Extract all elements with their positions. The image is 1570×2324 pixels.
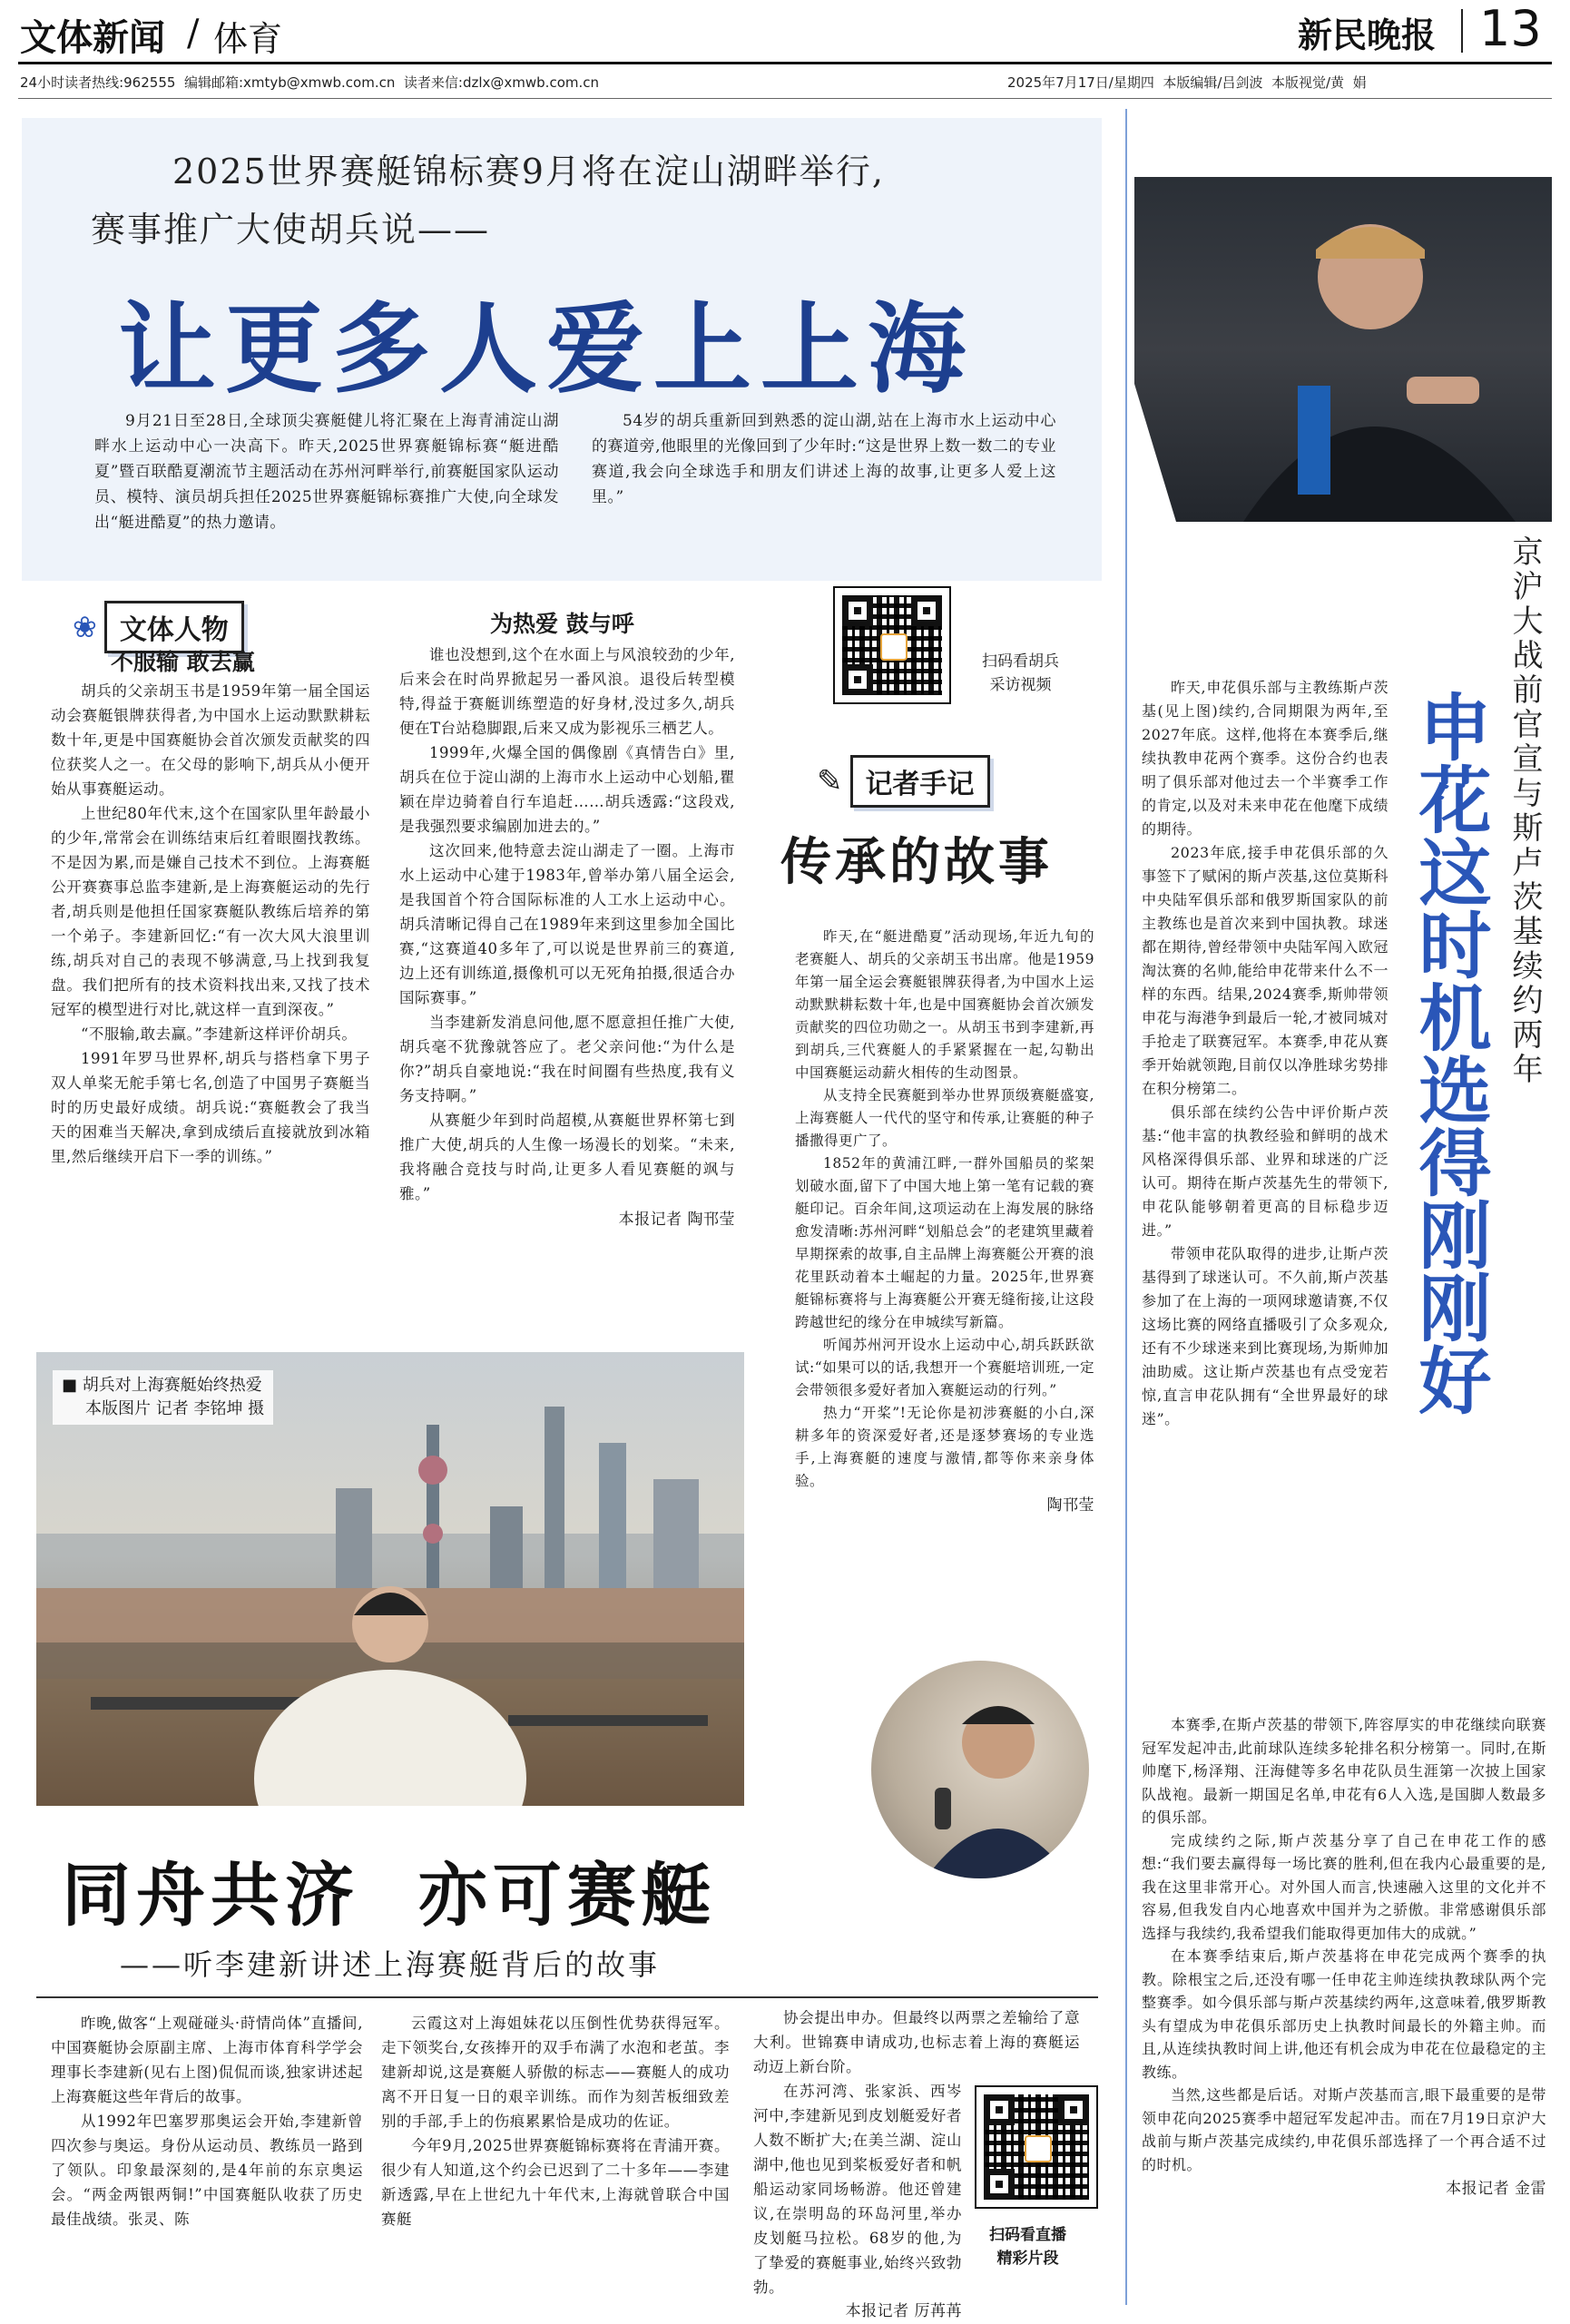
side-column-top [1142,676,1388,1431]
side-paragraph: 俱乐部在续约公告中评价斯卢茨基:“他丰富的执教经验和鲜明的战术风格深得俱乐部、业界和球迷的广泛认可。期待在斯卢茨基先生的带领下,申花队能够朝着更高的目标稳步迈进。” [1142,1103,1388,1239]
header-rule-thin [18,98,1552,99]
feature-paragraph: 昨晚,做客“上观碰碰头·莳情尚体”直播间,中国赛艇协会原副主席、上海市体育科学学会理事长李建新(见右上图)侃侃而谈,独家讲述起上海赛艇这些年背后的故事。 [51,2015,363,2105]
header-vrule [1461,9,1463,53]
section-title: 文体新闻 [20,17,165,59]
side-paragraph: 当然,这些都是后话。对斯卢茨基而言,眼下最重要的是带领申花向2025赛季中超冠军发起冲击。而在7月19日京沪大战前与斯卢茨基完成续约,申花俱乐部选择了一个再合适不过的时机。 [1142,2086,1546,2173]
side-paragraph: 2023年底,接手申花俱乐部的久事签下了赋闲的斯卢茨基,这位莫斯科中央陆军俱乐部和俄罗斯国家队的前主教练也是首次来到中国执教。球迷都在期待,曾经带领中央陆军闯入欧冠淘汰赛的名帅,能给申花带来什么不一样的东西。结果,2024赛季,斯帅带领申花与海港争到最后一轮,才被同城对手抢走了联赛冠军。本赛季,申花从赛季开始就领跑,目前仅以净胜球劣势排在积分榜第二。 [1142,844,1388,1097]
portrait-illustration [871,1661,1089,1878]
side-paragraph: 完成续约之际,斯卢茨基分享了自己在申花工作的感想:“我们要去赢得每一场比赛的胜利,但在我内心最重要的是,我在这里非常开心。对外国人而言,快速融入这里的文化并不容易,但我发自内心地喜欢中国并为之骄傲。非常感谢俱乐部选择与我续约,我希望我们能取得更加伟大的成就。” [1142,1831,1546,1942]
side-column-bottom [1142,1713,1546,2201]
profile-paragraph: 当李建新发消息问他,愿不愿意担任推广大使,胡兵毫不犹豫就答应了。老父亲问他:“为什么是你?”胡兵自豪地说:“我在时间圈有些热度,我有义务支持啊。” [399,1014,735,1104]
feature-paragraph: 从1992年巴塞罗那奥运会开始,李建新曾四次参与奥运。身份从运动员、教练员一路到了领队。印象最深刻的,是4年前的东京奥运会。“两金两银两铜!”中国赛艇队收获了历史最佳战绩。张灵、陈 [51,2113,363,2228]
qr-video-caption-line-1: 扫码看胡兵 [982,652,1059,671]
header-rule [18,62,1552,64]
notebook-paragraph: 1852年的黄浦江畔,一群外国船员的桨架划破水面,留下了中国大地上第一笔有记载的赛艇印记。百余年间,这项运动在上海发展的脉络愈发清晰:苏州河畔“划船总会”的老建筑里藏着早期探索的故事,自主品牌上海赛艇公开赛的浪花里跃动着本土崛起的力量。2025年,世界赛艇锦标赛将与上海赛艇公开赛无缝衔接,让这段跨越世纪的缘分在申城续写新篇。 [795,1155,1094,1330]
notebook-column [795,926,1094,1517]
notebook-paragraph: 热力“开桨”!无论你是初涉赛艇的小白,深耕多年的资深爱好者,还是逐梦赛场的专业选手,上海赛艇的速度与激情,都等你来亲身体验。 [795,1405,1094,1489]
qr-video-caption [982,650,1059,697]
slutsky-photo [1134,177,1552,522]
lead-paragraph: 54岁的胡兵重新回到熟悉的淀山湖,站在上海市水上运动中心的赛道旁,他眼里的光像回到了少年时:“这是世界上数一数二的专业赛道,我会向全球选手和朋友们讲述上海的故事,让更多人爱上这里。” [592,412,1056,506]
hubing-photo [36,1352,744,1806]
feature-byline: 本报记者 厉苒苒 [845,2302,962,2320]
side-byline: 本报记者 金雷 [1446,2180,1546,2198]
contact-line: 24小时读者热线:962555 编辑邮箱:xmtyb@xmwb.com.cn 读者来信:dzlx@xmwb.com.cn [20,74,599,91]
side-paragraph: 带领申花队取得的进步,让斯卢茨基得到了球迷认可。不久前,斯卢茨基参加了在上海的一项网球邀请赛,不仅这场比赛的网络直播吸引了众多观众,还有不少球迷来到比赛现场,为斯帅加油助威。这让斯卢茨基也有点受宠若惊,直言申花队拥有“全世界最好的球迷”。 [1142,1245,1388,1427]
profile-paragraph: 谁也没想到,这个在水面上与风浪较劲的少年,后来会在时尚界掀起另一番风浪。退役后转型模特,得益于赛艇训练塑造的好身材,没过多久,胡兵便在T台站稳脚跟,后来又成为影视乐三栖艺人。 [399,646,735,737]
paper-name: 新民晚报 [1298,15,1437,55]
notebook-headline: 传承的故事 [780,833,1053,892]
feature-paragraph: 云霞这对上海姐妹花以压倒性优势获得冠军。走下领奖台,女孩捧开的双手布满了水泡和老茧。李建新却说,这是赛艇人骄傲的标志——赛艇人的成功离不开日复一日的艰辛训练。而作为刻苦板细致差别的手部,手上的伤痕累累恰是成功的佐证。 [381,2015,730,2130]
notebook-paragraph: 听闻苏州河开设水上运动中心,胡兵跃跃欲试:“如果可以的话,我想开一个赛艇培训班,一定会带领很多爱好者加入赛艇运动的行列。” [795,1337,1094,1398]
qr-video-caption-line-2: 采访视频 [989,676,1052,694]
notebook-tag-label: 记者手记 [850,755,990,808]
profile-subhead-1: 不服输 敢去赢 [111,649,255,675]
photo-caption-line-2: 本版图片 记者 李铭坤 摄 [85,1399,265,1418]
date-line: 2025年7月17日/星期四 本版编辑/吕剑波 本版视觉/黄 娟 [1007,74,1367,91]
lead-paragraph: 9月21日至28日,全球顶尖赛艇健儿将汇聚在上海青浦淀山湖畔水上运动中心一决高下。昨天,2025世界赛艇锦标赛“艇进酷夏”暨百联酷夏潮流节主题活动在苏州河畔举行,前赛艇国家队运动员、模特、演员胡兵担任2025世界赛艇锦标赛推广大使,向全球发出“艇进酷夏”的热力邀请。 [94,412,559,532]
profile-column-2 [399,642,735,1232]
side-paragraph: 在本赛季结束后,斯卢茨基将在申花完成两个赛季的执教。除根宝之后,还没有哪一任申花主帅连续执教球队两个完整赛季。如今俱乐部与斯卢茨基续约两年,这意味着,俄罗斯教头有望成为申花俱乐部历史上执教时间最长的外籍主帅。而且,从连续执教时间上讲,他还有机会成为申花在位最稳定的主教练。 [1142,1947,1546,2081]
feature-paragraph: 协会提出申办。但最终以两票之差输给了意大利。世锦赛申请成功,也标志着上海的赛艇运动迈上新台阶。 [753,2009,1080,2075]
lijianxin-photo [871,1661,1089,1878]
photo-caption-text: 胡兵对上海赛艇始终热爱 [82,1376,262,1395]
profile-paragraph: 从赛艇少年到时尚超模,从赛艇世界杯第七到推广大使,胡兵的人生像一场漫长的划桨。“未来,我将融合竞技与时尚,让更多人看见赛艇的飒与雅。” [399,1112,735,1202]
photo-caption-box [53,1370,273,1425]
notebook-tag [817,755,990,808]
flower-icon: ❀ [73,610,97,644]
kicker-line-2: 赛事推广大使胡兵说—— [91,210,491,250]
feature-column-2 [381,2011,730,2231]
qr-livestream-caption [989,2223,1066,2270]
profile-paragraph: 1999年,火爆全国的偶像剧《真情告白》里,胡兵在位于淀山湖的上海市水上运动中心划船,瞿颖在岸边骑着自行车追赶……胡兵透露:“这段戏,是我强烈要求编剧加进去的。” [399,744,735,835]
photo-caption-line-1 [62,1374,264,1397]
qr-livestream-caption-line-2: 精彩片段 [996,2250,1059,2268]
feature-paragraph: 今年9月,2025世界赛艇锦标赛将在青浦开赛。很少有人知道,这个约会已迟到了二十多年——李建新透露,早在上世纪九十年代末,上海就曾联合中国赛艇 [381,2137,730,2228]
main-lead [94,408,1056,535]
feature-headline: 同舟共济 亦可赛艇 [62,1855,716,1936]
profile-column-1 [51,679,370,1169]
profile-byline: 本报记者 陶邗莹 [618,1211,735,1229]
qr-code-livestream[interactable] [976,2087,1096,2207]
subsection-title: 体育 [213,19,283,59]
side-paragraph: 本赛季,在斯卢茨基的带领下,阵容厚实的申花继续向联赛冠军发起冲击,此前球队连续多轮排名积分榜第一。同时,在斯帅麾下,杨泽翔、汪海健等多名申花队员生涯第一次披上国家队战袍。最新一期国足名单,申花有6人入选,是国脚人数最多的俱乐部。 [1142,1716,1546,1826]
feather-icon: ✎ [817,763,843,799]
profile-paragraph: 胡兵的父亲胡玉书是1959年第一届全国运动会赛艇银牌获得者,为中国水上运动默默耕耘数十年,更是中国赛艇协会首次颁发贡献奖的四位获奖人之一。在父母的影响下,胡兵从小便开始从事赛艇运动。 [51,682,370,798]
profile-paragraph: 1991年罗马世界杯,胡兵与搭档拿下男子双人单桨无舵手第七名,创造了中国男子赛艇当时的历史最好成绩。胡兵说:“赛艇教会了我当天的困难当天解决,拿到成绩后直接就放到冰箱里,然后继续开启下一季的训练。” [51,1050,370,1165]
profile-tag-label: 文体人物 [104,601,244,653]
side-kicker: 京沪大战前官宣与斯卢茨基续约两年 [1506,535,1543,1087]
feature-paragraph: 在苏河湾、张家浜、西岑河中,李建新见到皮划艇爱好者人数不断扩大;在美兰湖、淀山湖中,他也见到桨板爱好者和帆船运动家同场畅游。他还曾建议,在崇明岛的环岛河里,举办皮划艇马拉松。68岁的他,为了挚爱的赛艇事业,始终兴致勃勃。 [753,2083,962,2296]
main-headline: 让更多人爱上上海 [118,293,976,407]
profile-paragraph: 这次回来,他特意去淀山湖走了一圈。上海市水上运动中心建于1983年,曾举办第八届全运会,是我国首个符合国际标准的人工水上运动中心。胡兵清晰记得自己在1989年来到这里参加全国比赛,“这赛道40多年了,可以说是世界前三的赛道,边上还有训练道,摄像机可以无死角拍摄,很适合办国际赛事。” [399,842,735,1006]
profile-paragraph: 上世纪80年代末,这个在国家队里年龄最小的少年,常常会在训练结束后红着眼圈找教练。不是因为累,而是嫌自己技术不到位。上海赛艇公开赛赛事总监李建新,是上海赛艇运动的先行者,胡兵则是他担任国家赛艇队教练后培养的第一个弟子。李建新回忆:“有一次大风大浪里训练,胡兵对自己的表现不够满意,马上找到我复盘。我们把所有的技术资料找出来,又找了技术冠军的模型进行对比,就这样一直到深夜。” [51,805,370,1018]
notebook-paragraph: 从支持全民赛艇到举办世界顶级赛艇盛宴,上海赛艇人一代代的坚守和传承,让赛艇的种子播撒得更广了。 [795,1087,1094,1149]
qr-code-video[interactable] [835,588,949,702]
section-divider: / [187,13,200,54]
side-headline: 申花这时机选得刚刚好 [1407,690,1491,1416]
kicker-line-1: 2025世界赛艇锦标赛9月将在淀山湖畔举行, [172,152,885,191]
notebook-byline: 陶邗莹 [1046,1496,1094,1515]
square-icon: ■ [62,1376,83,1395]
feature-subheadline: ——听李建新讲述上海赛艇背后的故事 [120,1947,661,1982]
side-paragraph: 昨天,申花俱乐部与主教练斯卢茨基(见上图)续约,合同期限为两年,至2027年底。这样,他将在本赛季后,继续执教申花两个赛季。这份合约也表明了俱乐部对他过去一个半赛季工作的肯定,以及对未来申花在他麾下成绩的期待。 [1142,679,1388,838]
notebook-paragraph: 昨天,在“艇进酷夏”活动现场,年近九旬的老赛艇人、胡兵的父亲胡玉书出席。他是1959年第一届全运会赛艇银牌获得者,为中国水上运动默默耕耘数十年,也是中国赛艇协会首次颁发贡献奖的四位功勋之一。从胡玉书到李建新,再到胡兵,三代赛艇人的手紧紧握在一起,勾勒出中国赛艇运动薪火相传的生动图景。 [795,928,1094,1081]
slutsky-illustration [1134,177,1552,522]
qr-livestream-caption-line-1: 扫码看直播 [989,2226,1066,2244]
page-number: 13 [1479,0,1542,57]
profile-subhead-2: 为热爱 鼓与呼 [490,611,634,637]
feature-column-1 [51,2011,363,2231]
profile-paragraph: “不服输,敢去赢。”李建新这样评价胡兵。 [81,1025,358,1043]
